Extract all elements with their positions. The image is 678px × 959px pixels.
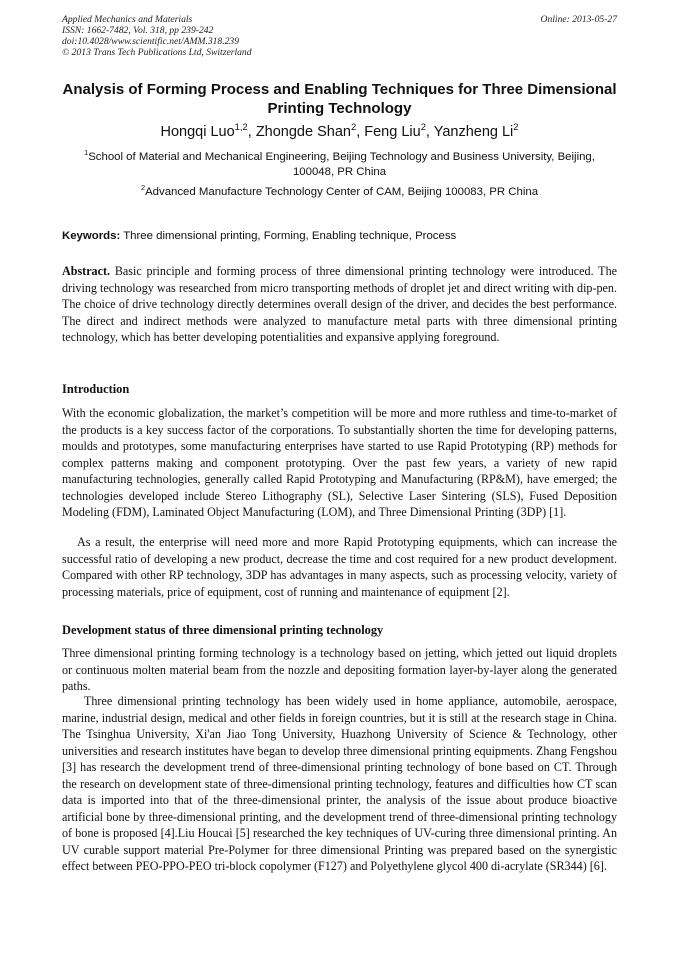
abstract-label: Abstract. bbox=[62, 264, 111, 278]
keywords-text: Three dimensional printing, Forming, Enabling technique, Process bbox=[120, 230, 457, 242]
affiliation-mark: 1 bbox=[84, 148, 89, 158]
author-affiliation-mark: 2 bbox=[513, 121, 519, 133]
abstract-text: Basic principle and forming process of three dimensional printing technology were introduced. The driving technology was researched from micro transporting methods of droplet jet and direct writing with dip-pen. The choice of drive technology directly determines overall design of the driver, and decides the best performance. The direct and indirect methods were analyzed to manufacture metal parts with three dimensional printing technology, which has better developing potentialities and expansive applying foreground. bbox=[62, 264, 617, 344]
paper-title: Analysis of Forming Process and Enabling Techniques for Three Dimensional Printing Technology bbox=[62, 81, 617, 117]
author-affiliation-mark: 2 bbox=[420, 121, 426, 133]
author-separator: , bbox=[247, 124, 256, 140]
development-heading: Development status of three dimensional printing technology bbox=[62, 623, 384, 637]
online-date: Online: 2013-05-27 bbox=[540, 14, 617, 25]
journal-header bbox=[62, 14, 617, 58]
keywords bbox=[62, 229, 617, 244]
author-name: Feng Liu bbox=[364, 124, 421, 140]
abstract bbox=[62, 263, 617, 346]
author bbox=[255, 121, 365, 140]
author bbox=[364, 121, 434, 140]
author-separator: , bbox=[425, 124, 434, 140]
affiliation-mark: 2 bbox=[140, 183, 146, 193]
affiliation-text: Advanced Manufacture Technology Center of CAM, Beijing 100083, PR China bbox=[145, 186, 539, 198]
affiliation-text: School of Material and Mechanical Engineering, Beijing Technology and Business University, Beijing, 100048, PR China bbox=[88, 151, 595, 178]
doi-line: doi:10.4028/www.scientific.net/AMM.318.239 bbox=[62, 36, 240, 47]
author-name: Zhongde Shan bbox=[255, 124, 351, 140]
introduction-paragraph-2: As a result, the enterprise will need more and more Rapid Prototyping equipments, which can increase the successful ratio of developing a new product, decrease the time and cost required for a new product development. Compared with other RP technology, 3DP has advantages in many aspects, such as processing velocity, variety of processing materials, price of equipment, cost of running and maintenance of equipment [2]. bbox=[62, 535, 617, 599]
copyright-line: © 2013 Trans Tech Publications Ltd, Switzerland bbox=[62, 47, 252, 58]
author-affiliation-mark: 2 bbox=[350, 121, 357, 133]
author-name: Yanzheng Li bbox=[433, 124, 514, 140]
development-paragraph-1: Three dimensional printing forming technology is a technology based on jetting, which jetted out liquid droplets or continuous molten material beam from the nozzle and depositing formation layer-by-layer along the generated paths. bbox=[62, 646, 617, 693]
keywords-label: Keywords: bbox=[62, 230, 121, 242]
author bbox=[160, 121, 256, 140]
introduction-heading: Introduction bbox=[62, 382, 130, 396]
issn-line: ISSN: 1662-7482, Vol. 318, pp 239-242 bbox=[62, 25, 214, 36]
journal-name: Applied Mechanics and Materials bbox=[62, 14, 193, 25]
affiliation-2 bbox=[62, 185, 617, 200]
development-paragraph-2: Three dimensional printing technology has been widely used in home appliance, automobile, aerospace, marine, industrial design, medical and other fields in foreign countries, but it is still at the research stage in China. The Tsinghua University, Xi'an Jiao Tong University, Huazhong University of Science & Technology, other universities and research institutes have began to develop three dimensional printing equipments. Zhang Fengshou [3] has research the development trend of three-dimensional printing technology of bone based on CT. Through the research on development state of three-dimensional printing technology, features and difficulties how CT scan data is imported into that of the three-dimensional printer, the analysis of the issue about produce bioactive artificial bone by three-dimensional printing, and the development trend of three-dimensional printing technology of bone is proposed [4].Liu Houcai [5] researched the key techniques of UV-curing three dimensional printing. An UV curable support material Pre-Polymer for three dimensional Printing was prepared based on the synergistic effect between PEO-PPO-PEO tri-block copolymer (F127) and Polyethylene glycol 400 di-acrylate (SR344) [6]. bbox=[62, 694, 617, 873]
author-list bbox=[62, 123, 617, 141]
author-separator: , bbox=[356, 124, 365, 140]
author-name: Hongqi Luo bbox=[160, 124, 235, 140]
author bbox=[433, 121, 519, 140]
introduction-paragraph-1: With the economic globalization, the market’s competition will be more and more ruthless and time-to-market of the products is a key success factor of the corporations. To substantially shorten the time for developing patterns, moulds and prototypes, some manufacturing enterprises have started to use Rapid Prototyping (RP) methods for complex patterns making and component prototyping. Over the past few years, a variety of new rapid manufacturing technologies, generally called Rapid Prototyping and Manufacturing (RP&M), have emerged; the technologies developed include Stereo Lithography (SL), Selective Laser Sintering (SLS), Fused Deposition Modeling (FDM), Laminated Object Manufacturing (LOM), and Three Dimensional Printing (3DP) [1]. bbox=[62, 406, 617, 519]
author-affiliation-mark: 1,2 bbox=[234, 121, 248, 133]
affiliation-1 bbox=[62, 150, 617, 180]
